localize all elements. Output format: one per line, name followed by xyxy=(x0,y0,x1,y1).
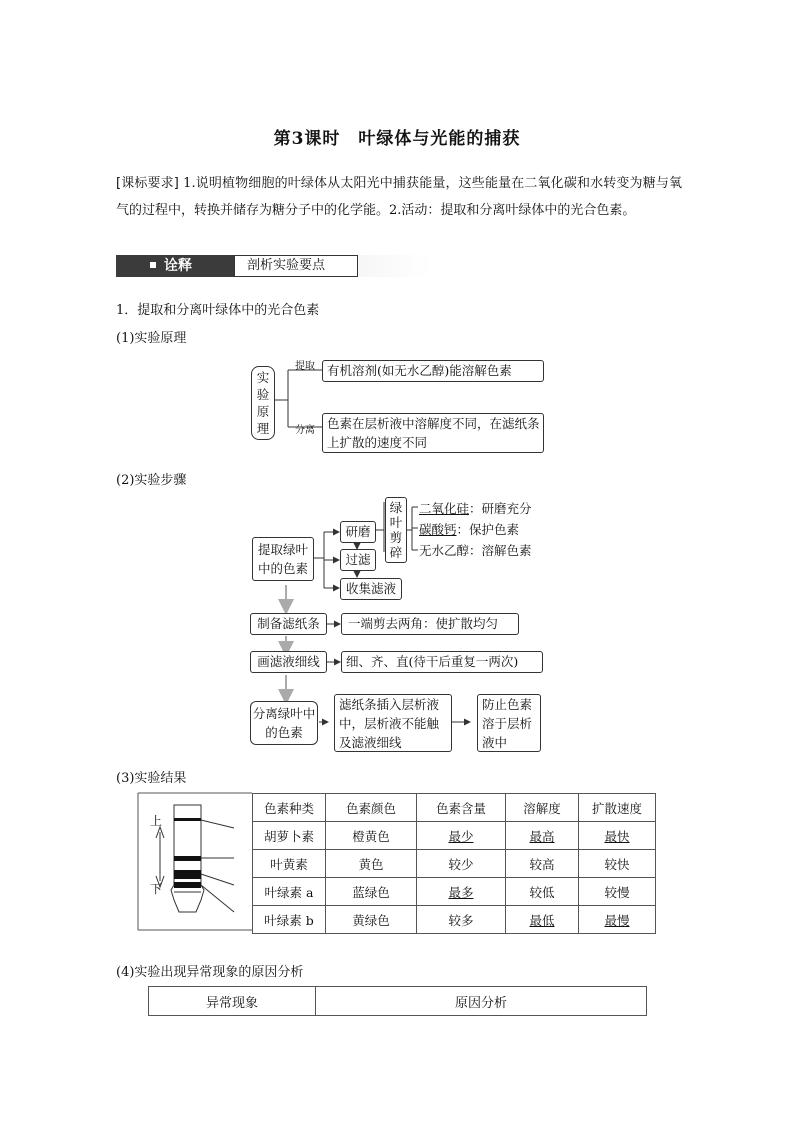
separate-note-box: 滤纸条插入层析液中，层析液不能触及滤液细线 xyxy=(334,694,452,752)
table-cell: 最快 xyxy=(579,822,656,850)
analysis-heading: (4)实验出现异常现象的原因分析 xyxy=(116,965,304,980)
separate-pigments-box: 分离绿叶中的色素 xyxy=(250,701,318,745)
draw-line-note: 细、齐、直(待干后重复一两次) xyxy=(341,651,543,673)
up-label: 上 xyxy=(150,814,163,828)
chromatography-strip xyxy=(156,805,234,912)
table-cell: 最多 xyxy=(417,878,506,906)
requirements-tag: [课标要求] xyxy=(116,176,179,191)
table-cell: 橙黄色 xyxy=(326,822,417,850)
table-cell: 最慢 xyxy=(579,906,656,934)
table-cell: 胡萝卜素 xyxy=(253,822,326,850)
draw-line-box: 画滤液细线 xyxy=(250,651,327,673)
table-cell: 黄色 xyxy=(326,850,417,878)
down-label: 下 xyxy=(150,882,163,896)
cut-leaves-box: 绿叶剪碎 xyxy=(385,497,407,563)
header-cell: 扩散速度 xyxy=(579,794,656,822)
extract-pigments-box: 提取绿叶中的色素 xyxy=(252,537,314,581)
reagent-name: 碳酸钙 xyxy=(419,522,457,537)
page-title: 第3课时 叶绿体与光能的捕获 xyxy=(273,129,521,149)
header-cell: 原因分析 xyxy=(316,987,647,1016)
analysis-header-row xyxy=(149,987,647,1016)
table-cell: 最少 xyxy=(417,822,506,850)
table-cell: 较快 xyxy=(579,850,656,878)
table-cell: 叶绿素 a xyxy=(253,878,326,906)
table-cell: 叶绿素 b xyxy=(253,906,326,934)
principle-root: 实验原理 xyxy=(251,366,275,440)
grind-box: 研磨 xyxy=(340,521,376,543)
section-heading: 1．提取和分离叶绿体中的光合色素 xyxy=(116,303,320,318)
header-cell: 溶解度 xyxy=(506,794,579,822)
reagent-item xyxy=(419,540,532,561)
prepare-strip-note: 一端剪去两角：使扩散均匀 xyxy=(341,613,519,635)
header-cell: 异常现象 xyxy=(149,987,316,1016)
table-row xyxy=(253,850,656,878)
table-cell: 最高 xyxy=(506,822,579,850)
steps-heading: (2)实验步骤 xyxy=(116,473,187,488)
prepare-strip-box: 制备滤纸条 xyxy=(250,613,327,635)
analysis-table xyxy=(148,986,647,1016)
header-cell: 色素种类 xyxy=(253,794,326,822)
reagent-item xyxy=(419,519,532,540)
reagent-name: 无水乙醇 xyxy=(419,543,470,558)
separate-principle-box: 色素在层析液中溶解度不同，在滤纸条上扩散的速度不同 xyxy=(322,413,544,453)
table-cell: 黄绿色 xyxy=(326,906,417,934)
table-cell: 较低 xyxy=(506,878,579,906)
separate-label: 分离 xyxy=(295,425,315,436)
table-cell: 较少 xyxy=(417,850,506,878)
header-cell: 色素含量 xyxy=(417,794,506,822)
principle-heading: (1)实验原理 xyxy=(116,331,187,346)
reagent-effect: ：研磨充分 xyxy=(469,501,532,516)
table-cell: 较高 xyxy=(506,850,579,878)
banner-subtitle: 剖析实验要点 xyxy=(234,255,358,277)
results-header-row xyxy=(253,794,656,822)
reagent-effect: ：溶解色素 xyxy=(469,543,532,558)
table-row xyxy=(253,906,656,934)
requirements-text: 1.说明植物细胞的叶绿体从太阳光中捕获能量，这些能量在二氧化碳和水转变为糖与氧气的过程中，转换并储存为糖分子中的化学能。2.活动：提取和分离叶绿体中的光合色素。 xyxy=(116,176,682,218)
collect-filtrate-box: 收集滤液 xyxy=(340,578,402,600)
extract-principle-box: 有机溶剂(如无水乙醇)能溶解色素 xyxy=(322,360,544,382)
results-heading: (3)实验结果 xyxy=(116,771,187,786)
header-cell: 色素颜色 xyxy=(326,794,417,822)
reagent-item xyxy=(419,498,532,519)
table-cell: 最低 xyxy=(506,906,579,934)
table-cell: 较多 xyxy=(417,906,506,934)
filter-box: 过滤 xyxy=(340,549,376,571)
table-cell: 较慢 xyxy=(579,878,656,906)
results-table xyxy=(252,793,656,934)
separate-reason-box: 防止色素溶于层析液中 xyxy=(477,694,541,752)
banner-label: 诠释 xyxy=(164,258,192,274)
reagent-list xyxy=(419,498,532,561)
reagent-effect: ：保护色素 xyxy=(456,522,520,537)
extract-label: 提取 xyxy=(295,361,315,372)
table-cell: 叶黄素 xyxy=(253,850,326,878)
table-row xyxy=(253,878,656,906)
table-row xyxy=(253,822,656,850)
table-cell: 蓝绿色 xyxy=(326,878,417,906)
reagent-name: 二氧化硅 xyxy=(419,501,470,516)
